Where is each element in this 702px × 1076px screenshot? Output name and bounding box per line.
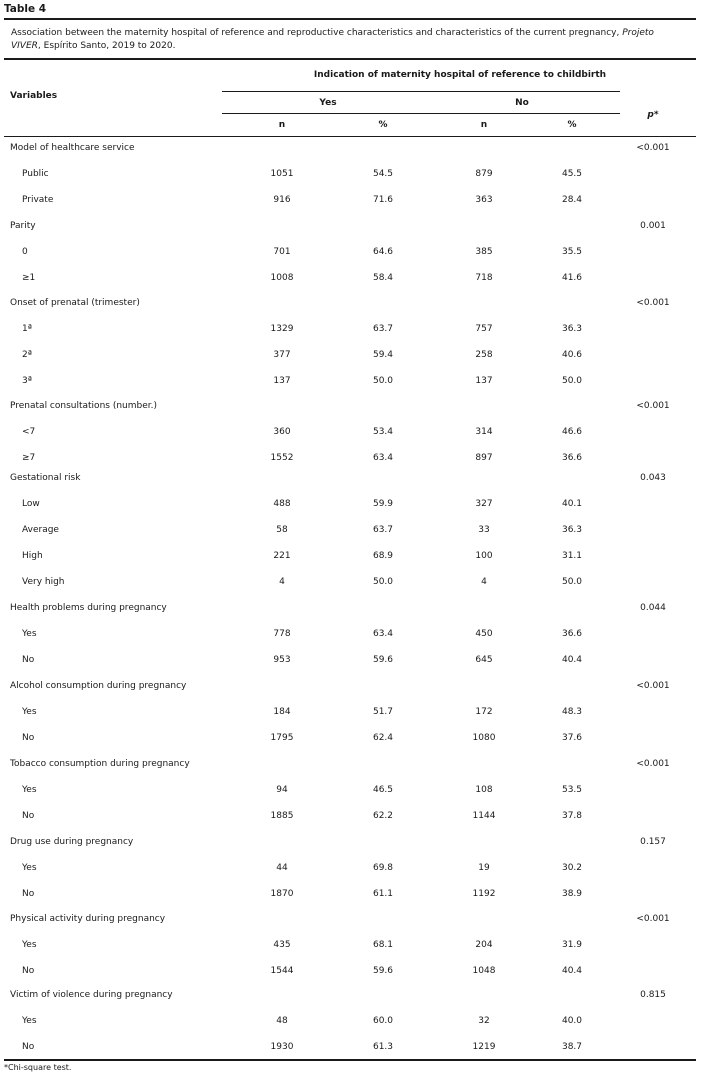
yes-n-value: 137 [273, 376, 291, 386]
no-pct-value: 35.5 [561, 247, 583, 257]
group-label: Physical activity during pregnancy [10, 914, 166, 924]
no-pct-value: 40.1 [561, 499, 583, 509]
yes-pct-value: 62.4 [372, 733, 394, 743]
rule-header-top [4, 58, 696, 60]
category-label: Yes [22, 940, 37, 950]
yes-pct-value: 71.6 [372, 195, 394, 205]
p-value: <0.001 [636, 143, 670, 153]
group-label: Gestational risk [10, 473, 81, 483]
yes-pct-value: 59.6 [372, 655, 394, 665]
no-pct-value: 40.6 [561, 350, 583, 360]
no-pct-value: 37.6 [561, 733, 583, 743]
no-pct-value: 31.1 [561, 551, 583, 561]
yes-n-value: 488 [273, 499, 291, 509]
yes-pct-value: 63.7 [372, 324, 394, 334]
rule-header-bottom [4, 136, 696, 137]
category-label: Very high [22, 577, 65, 587]
header-no-pct: % [567, 120, 577, 130]
no-pct-value: 41.6 [561, 273, 583, 283]
category-label: ≥1 [22, 273, 36, 283]
no-n-value: 4 [481, 577, 487, 587]
p-value: <0.001 [636, 298, 670, 308]
yes-pct-value: 54.5 [372, 169, 394, 179]
yes-n-value: 44 [276, 863, 288, 873]
no-n-value: 1144 [472, 811, 496, 821]
group-label: Prenatal consultations (number.) [10, 401, 158, 411]
yes-n-value: 184 [273, 707, 291, 717]
no-n-value: 258 [475, 350, 493, 360]
yes-pct-value: 51.7 [372, 707, 394, 717]
no-n-value: 100 [475, 551, 493, 561]
yes-pct-value: 50.0 [372, 376, 394, 386]
category-label: 0 [22, 247, 28, 257]
no-n-value: 757 [475, 324, 493, 334]
no-pct-value: 45.5 [561, 169, 583, 179]
no-n-value: 1192 [472, 889, 496, 899]
category-label: No [22, 811, 35, 821]
yes-n-value: 916 [273, 195, 291, 205]
no-pct-value: 40.0 [561, 1016, 583, 1026]
no-n-value: 19 [478, 863, 490, 873]
yes-n-value: 1008 [270, 273, 294, 283]
group-label: Health problems during pregnancy [10, 603, 167, 613]
yes-n-value: 1552 [270, 453, 294, 463]
category-label: Average [22, 525, 59, 535]
category-label: No [22, 966, 35, 976]
no-pct-value: 40.4 [561, 655, 583, 665]
no-n-value: 363 [475, 195, 493, 205]
p-value: 0.815 [640, 990, 666, 1000]
no-n-value: 1219 [472, 1042, 496, 1052]
yes-pct-value: 63.7 [372, 525, 394, 535]
yes-n-value: 701 [273, 247, 291, 257]
category-label: Yes [22, 629, 37, 639]
yes-n-value: 48 [276, 1016, 288, 1026]
group-label: Model of healthcare service [10, 143, 135, 153]
yes-pct-value: 68.1 [372, 940, 394, 950]
category-label: ≥7 [22, 453, 36, 463]
yes-pct-value: 46.5 [372, 785, 394, 795]
no-n-value: 32 [478, 1016, 490, 1026]
no-pct-value: 40.4 [561, 966, 583, 976]
no-pct-value: 36.3 [561, 525, 583, 535]
p-value: 0.043 [640, 473, 666, 483]
yes-n-value: 377 [273, 350, 291, 360]
p-value: 0.157 [640, 837, 666, 847]
no-n-value: 450 [475, 629, 493, 639]
yes-pct-value: 58.4 [372, 273, 394, 283]
yes-pct-value: 53.4 [372, 427, 394, 437]
category-label: No [22, 655, 35, 665]
category-label: Low [22, 499, 40, 509]
category-label: Yes [22, 1016, 37, 1026]
category-label: Yes [22, 863, 37, 873]
no-pct-value: 50.0 [561, 577, 583, 587]
category-label: Private [22, 195, 54, 205]
category-label: No [22, 889, 35, 899]
yes-n-value: 1544 [270, 966, 294, 976]
category-label: 3ª [22, 376, 32, 386]
caption-tail: , Espírito Santo, 2019 to 2020. [37, 41, 176, 51]
group-label: Drug use during pregnancy [10, 837, 134, 847]
yes-n-value: 778 [273, 629, 291, 639]
yes-pct-value: 64.6 [372, 247, 394, 257]
yes-pct-value: 68.9 [372, 551, 394, 561]
no-pct-value: 28.4 [561, 195, 583, 205]
p-value: 0.001 [640, 221, 666, 231]
category-label: Yes [22, 785, 37, 795]
no-n-value: 137 [475, 376, 493, 386]
yes-n-value: 1795 [270, 733, 294, 743]
rule-subgroup-underline [222, 113, 620, 114]
no-n-value: 645 [475, 655, 493, 665]
table-caption [11, 27, 691, 53]
group-label: Parity [10, 221, 36, 231]
rule-group-underline [222, 91, 620, 92]
no-n-value: 1048 [472, 966, 496, 976]
group-label: Tobacco consumption during pregnancy [10, 759, 190, 769]
no-n-value: 108 [475, 785, 493, 795]
yes-pct-value: 63.4 [372, 453, 394, 463]
no-n-value: 897 [475, 453, 493, 463]
header-yes: Yes [319, 98, 337, 108]
no-n-value: 385 [475, 247, 493, 257]
category-label: 1ª [22, 324, 32, 334]
yes-pct-value: 60.0 [372, 1016, 394, 1026]
yes-pct-value: 59.9 [372, 499, 394, 509]
yes-n-value: 953 [273, 655, 291, 665]
group-label: Onset of prenatal (trimester) [10, 298, 140, 308]
no-n-value: 327 [475, 499, 493, 509]
rule-bottom [4, 1059, 696, 1061]
no-pct-value: 38.9 [561, 889, 583, 899]
category-label: Public [22, 169, 49, 179]
yes-pct-value: 62.2 [372, 811, 394, 821]
no-pct-value: 36.6 [561, 629, 583, 639]
yes-n-value: 435 [273, 940, 291, 950]
no-n-value: 33 [478, 525, 490, 535]
yes-n-value: 221 [273, 551, 291, 561]
table-label: Table 4 [4, 3, 47, 15]
p-value: <0.001 [636, 914, 670, 924]
header-yes-n: n [278, 120, 286, 130]
yes-n-value: 94 [276, 785, 288, 795]
yes-n-value: 1051 [270, 169, 294, 179]
no-n-value: 204 [475, 940, 493, 950]
category-label: 2ª [22, 350, 32, 360]
yes-pct-value: 63.4 [372, 629, 394, 639]
category-label: No [22, 733, 35, 743]
header-group-title: Indication of maternity hospital of reference to childbirth [313, 70, 607, 80]
yes-n-value: 360 [273, 427, 291, 437]
yes-pct-value: 59.6 [372, 966, 394, 976]
yes-n-value: 1870 [270, 889, 294, 899]
no-pct-value: 38.7 [561, 1042, 583, 1052]
no-n-value: 718 [475, 273, 493, 283]
no-pct-value: 50.0 [561, 376, 583, 386]
no-pct-value: 31.9 [561, 940, 583, 950]
header-no-n: n [480, 120, 488, 130]
yes-pct-value: 59.4 [372, 350, 394, 360]
group-label: Victim of violence during pregnancy [10, 990, 173, 1000]
yes-n-value: 58 [276, 525, 288, 535]
yes-n-value: 4 [279, 577, 285, 587]
no-n-value: 1080 [472, 733, 496, 743]
no-pct-value: 36.3 [561, 324, 583, 334]
no-n-value: 879 [475, 169, 493, 179]
yes-pct-value: 61.3 [372, 1042, 394, 1052]
caption-italic-2: VIVER [11, 41, 38, 51]
no-pct-value: 53.5 [561, 785, 583, 795]
no-pct-value: 36.6 [561, 453, 583, 463]
yes-pct-value: 61.1 [372, 889, 394, 899]
header-variables: Variables [10, 91, 58, 101]
no-pct-value: 37.8 [561, 811, 583, 821]
p-value: <0.001 [636, 759, 670, 769]
rule-top [4, 18, 696, 20]
header-no: No [515, 98, 529, 108]
header-p: p* [647, 110, 659, 120]
yes-n-value: 1329 [270, 324, 294, 334]
p-value: <0.001 [636, 401, 670, 411]
no-pct-value: 48.3 [561, 707, 583, 717]
no-n-value: 172 [475, 707, 493, 717]
p-value: <0.001 [636, 681, 670, 691]
yes-pct-value: 50.0 [372, 577, 394, 587]
caption-main: Association between the maternity hospital of reference and reproductive characteristics and characteristics of the current pregnancy, [11, 28, 620, 38]
no-pct-value: 30.2 [561, 863, 583, 873]
caption-italic-1: Projeto [622, 28, 654, 38]
yes-pct-value: 69.8 [372, 863, 394, 873]
category-label: High [22, 551, 43, 561]
table-footnote: *Chi-square test. [4, 1063, 72, 1072]
no-pct-value: 46.6 [561, 427, 583, 437]
group-label: Alcohol consumption during pregnancy [10, 681, 187, 691]
yes-n-value: 1885 [270, 811, 294, 821]
category-label: No [22, 1042, 35, 1052]
category-label: <7 [22, 427, 36, 437]
category-label: Yes [22, 707, 37, 717]
yes-n-value: 1930 [270, 1042, 294, 1052]
p-value: 0.044 [640, 603, 666, 613]
header-yes-pct: % [378, 120, 388, 130]
no-n-value: 314 [475, 427, 493, 437]
